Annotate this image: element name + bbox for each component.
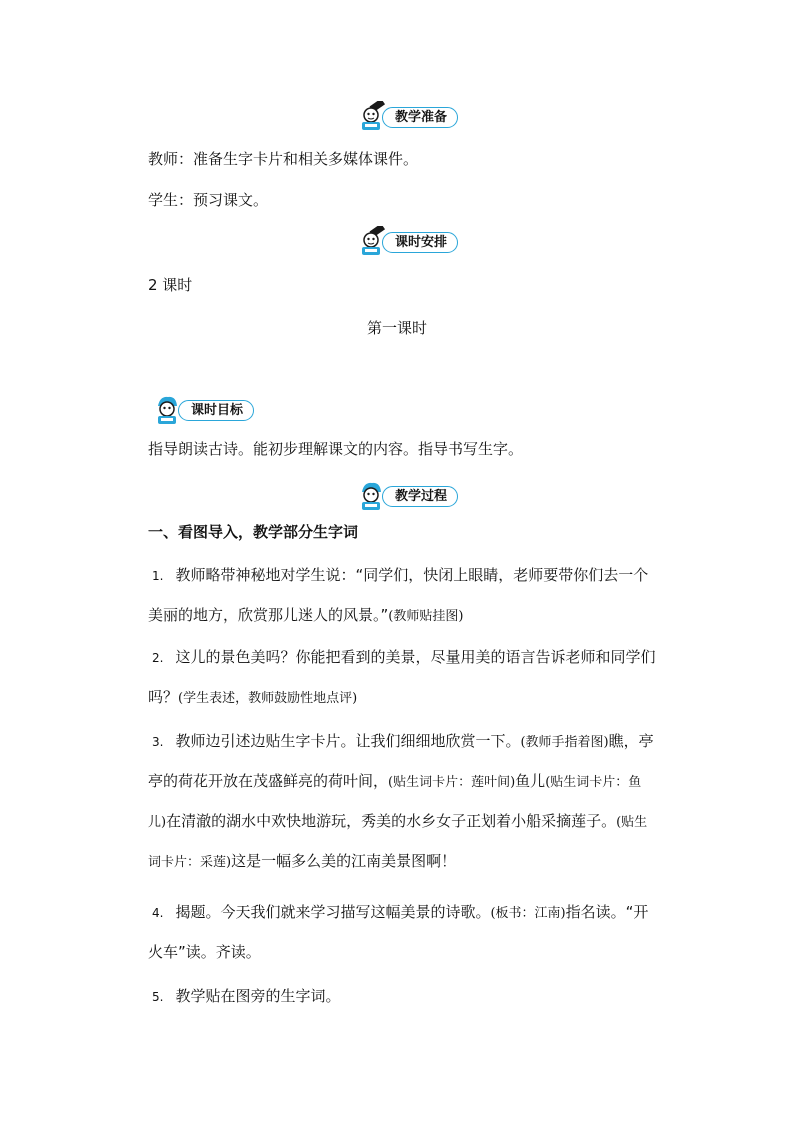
paragraph-note: (教师贴挂图) (388, 609, 464, 624)
paragraph-note: (学生表述，教师鼓励性地点评) (178, 691, 358, 706)
paragraph-note: (教师手指着图) (520, 735, 609, 750)
paragraph-text: 教师边引述边贴生字卡片。让我们细细地欣赏一下。 (175, 732, 521, 750)
paragraph-text: 教学贴在图旁的生字词。 (175, 987, 341, 1005)
paragraph-note: (贴生词卡片：采莲) (148, 815, 648, 870)
section-badge-prep (356, 101, 476, 131)
paragraph-1 (148, 556, 658, 636)
paragraph-5 (148, 977, 658, 1017)
paragraph-2 (148, 638, 658, 718)
paragraph-4 (148, 893, 658, 972)
paragraph-text: 揭题。今天我们就来学习描写这幅美景的诗歌。 (175, 903, 491, 921)
paragraph-number: 4. (152, 906, 164, 920)
paragraph-text: 指名读。“开火车”读。齐读。 (148, 903, 649, 961)
paragraph-text: 在清澈的湖水中欢快地游玩，秀美的水乡女子正划着小船采摘莲子。 (166, 812, 617, 830)
paragraph-text: 教师略带神秘地对学生说：“同学们，快闭上眼睛，老师要带你们去一个美丽的地方，欣赏那儿迷人的风景。” (148, 566, 649, 624)
paragraph-text: 瞧，亭亭的荷花开放在茂盛鲜亮的荷叶间， (148, 732, 654, 790)
section-badge-schedule (356, 226, 476, 256)
paragraph-number: 3. (152, 735, 164, 749)
paragraph-number: 2. (152, 651, 164, 665)
goal-text: 指导朗读古诗。能初步理解课文的内容。指导书写生字。 (148, 440, 524, 458)
badge-label: 教学过程 (382, 486, 458, 507)
paragraph-note: (板书：江南) (490, 906, 566, 921)
schedule-text: 2 课时 (148, 276, 193, 294)
prep-teacher-text: 教师：准备生字卡片和相关多媒体课件。 (148, 150, 419, 168)
lesson-title: 第一课时 (366, 319, 427, 337)
section-badge-process (356, 480, 476, 510)
badge-label: 教学准备 (382, 107, 458, 128)
paragraph-note: (贴生词卡片：鱼儿) (148, 775, 642, 830)
badge-label: 课时目标 (178, 400, 254, 421)
badge-label: 课时安排 (382, 232, 458, 253)
section-badge-goal (152, 394, 272, 424)
paragraph-text: 这是一幅多么美的江南美景图啊！ (231, 852, 457, 870)
step1-heading: 一、看图导入，教学部分生字词 (148, 523, 359, 541)
prep-student-text: 学生：预习课文。 (148, 191, 269, 209)
paragraph-number: 5. (152, 990, 164, 1004)
paragraph-number: 1. (152, 569, 164, 583)
paragraph-note: (贴生词卡片：莲叶间) (388, 775, 516, 790)
paragraph-text: 鱼儿 (515, 772, 546, 790)
paragraph-3 (148, 722, 658, 882)
paragraph-text: 这儿的景色美吗？你能把看到的美景，尽量用美的语言告诉老师和同学们吗？ (148, 648, 656, 706)
